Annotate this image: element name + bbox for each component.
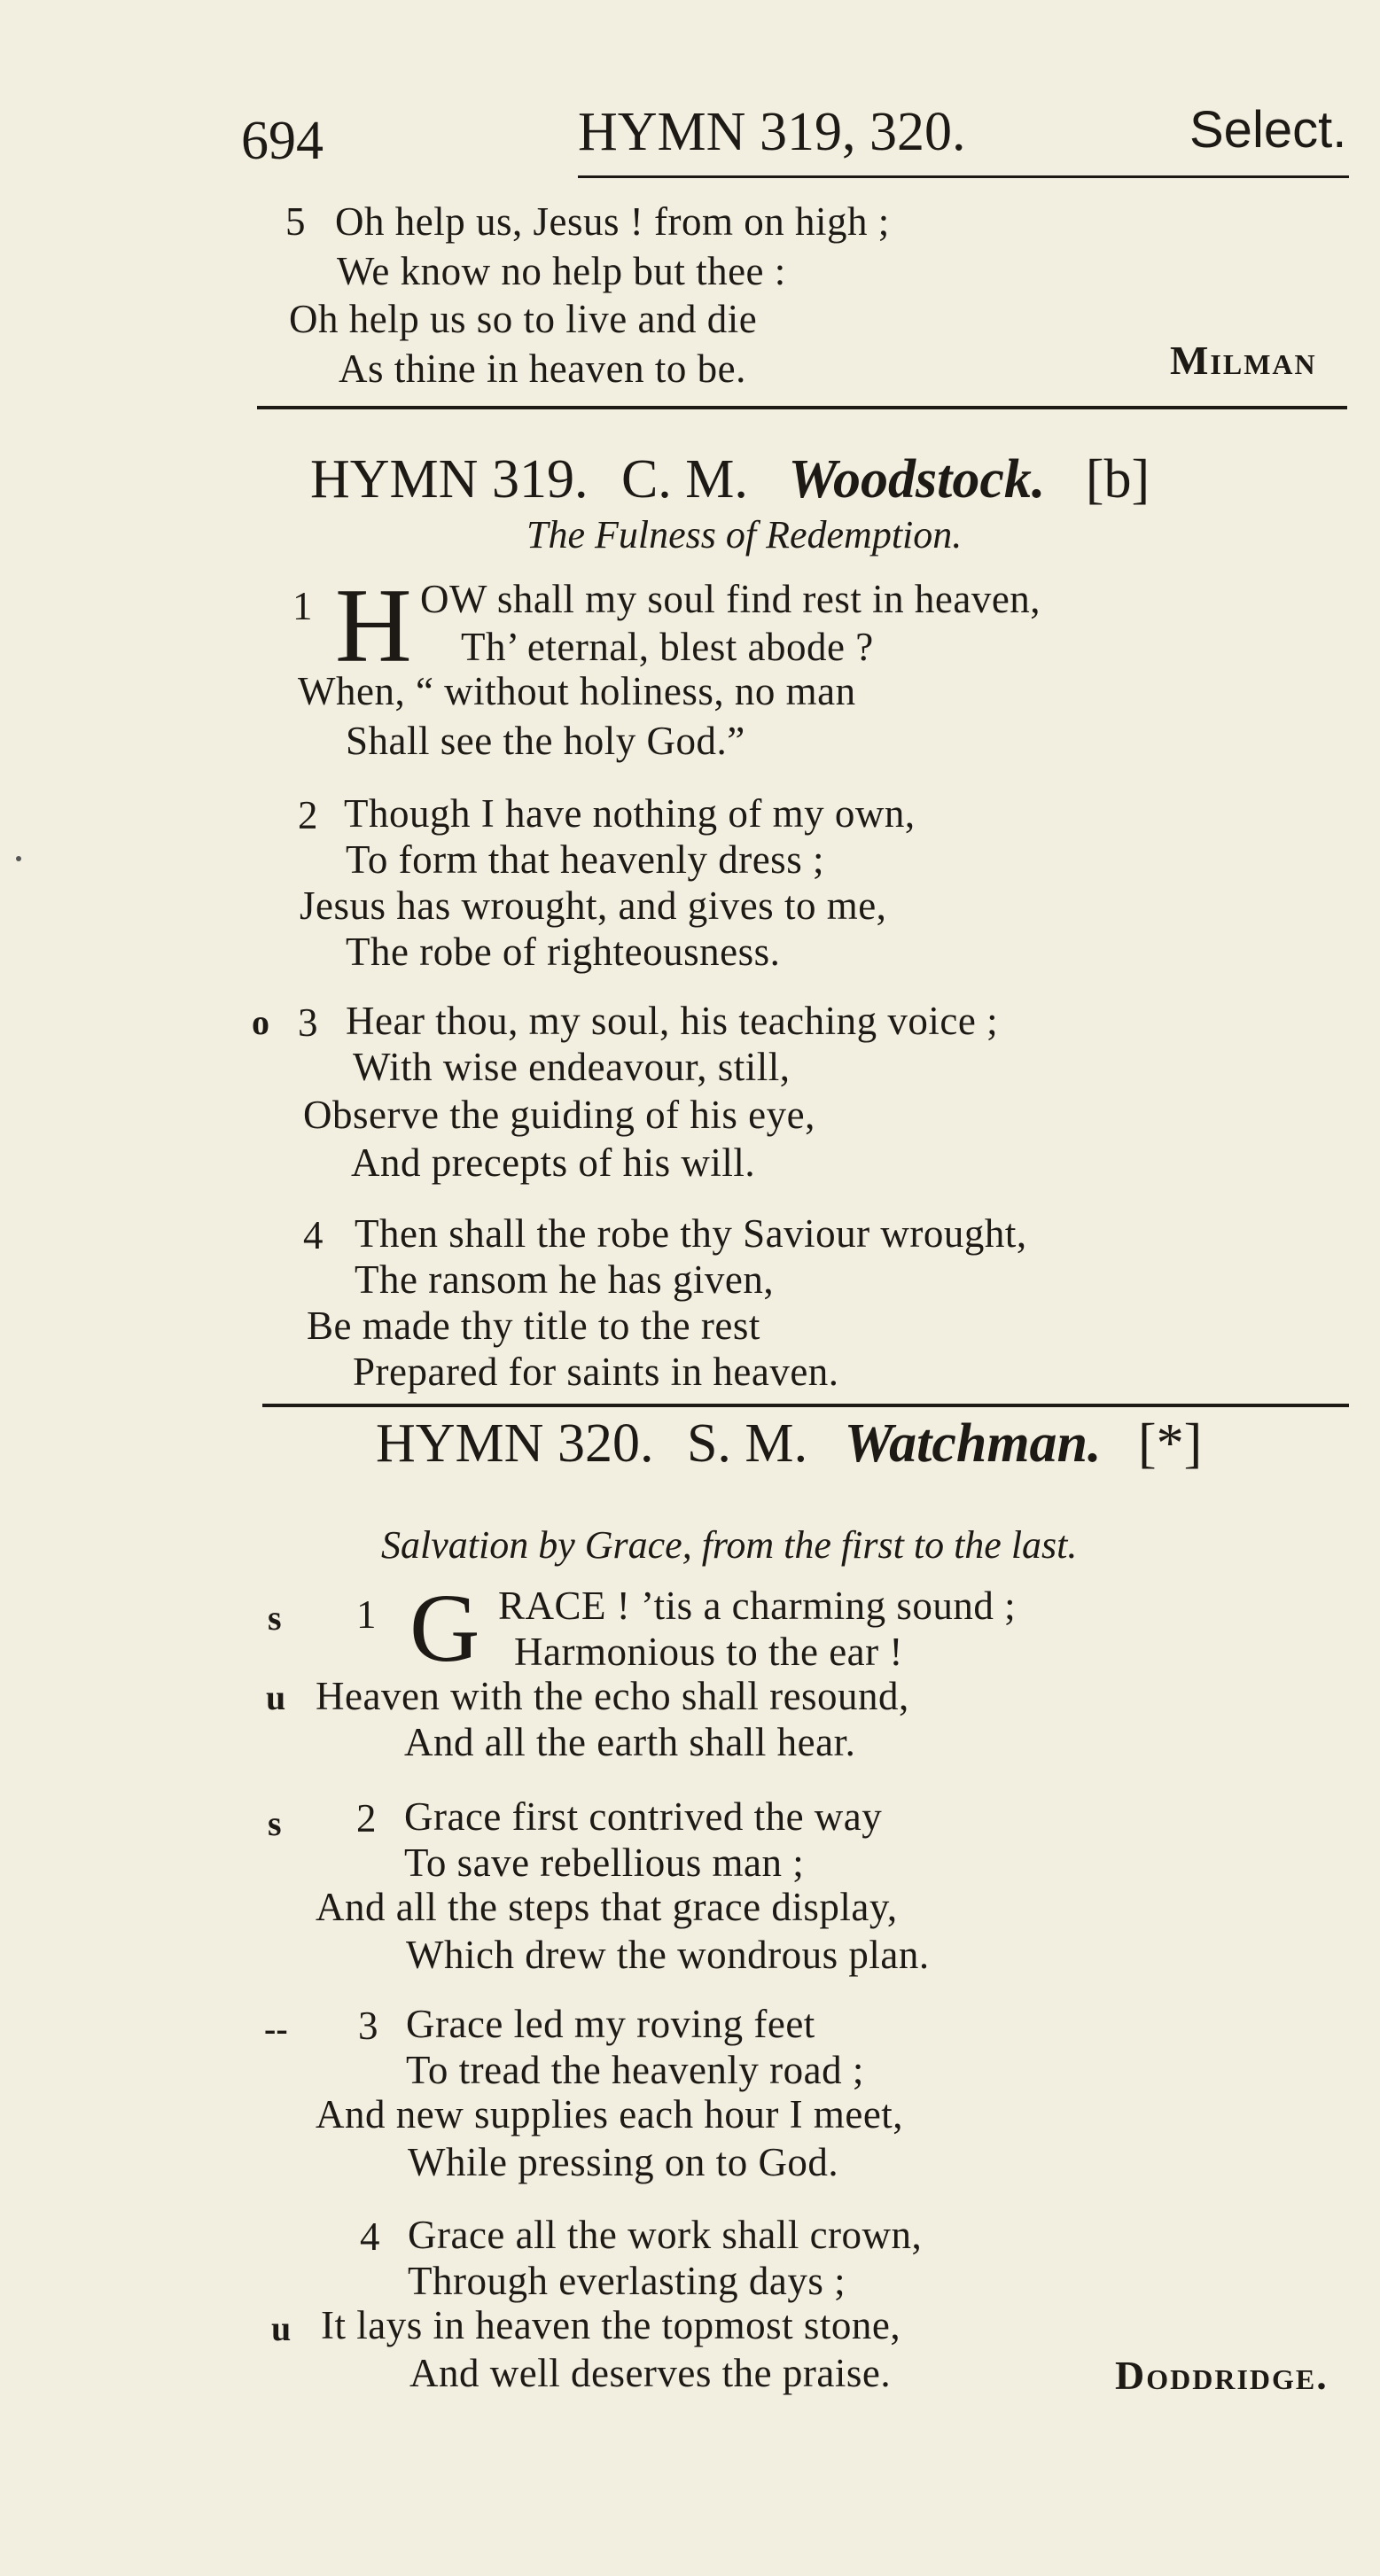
dynamics-mark: u	[271, 2308, 292, 2348]
verse-line: Shall see the holy God.”	[346, 719, 745, 763]
verse-line: OW shall my soul find rest in heaven,	[420, 577, 1041, 621]
verse-line: Which drew the wondrous plan.	[406, 1933, 930, 1977]
hymn-label: HYMN 320.	[376, 1413, 654, 1474]
verse-line: Grace all the work shall crown,	[408, 2213, 923, 2257]
stanza-number: 2	[356, 1796, 377, 1841]
verse-line: And new supplies each hour I meet,	[316, 2092, 904, 2136]
verse-line: The robe of righteousness.	[346, 930, 781, 974]
page-number: 694	[241, 111, 324, 171]
verse-line: To save rebellious man ;	[404, 1841, 805, 1885]
running-title: HYMN 319, 320.	[578, 102, 966, 162]
verse-line: Oh help us, Jesus ! from on high ;	[335, 199, 890, 244]
hymn-319-subtitle: The Fulness of Redemption.	[526, 513, 963, 556]
stanza-number: 3	[358, 2004, 378, 2048]
header-rule	[578, 175, 1349, 178]
verse-line: Prepared for saints in heaven.	[353, 1350, 839, 1394]
stanza-number: 4	[360, 2214, 380, 2259]
hymn-meter: C. M.	[620, 449, 748, 510]
hymn-tune: Watchman.	[844, 1413, 1102, 1474]
verse-line: Observe the guiding of his eye,	[303, 1093, 815, 1137]
verse-line: Heaven with the echo shall resound,	[316, 1674, 909, 1718]
verse-line: To tread the heavenly road ;	[406, 2048, 864, 2092]
section-label: Select.	[1189, 101, 1347, 159]
verse-line: And all the earth shall hear.	[404, 1720, 856, 1764]
dynamics-mark: s	[268, 1598, 282, 1638]
verse-line: With wise endeavour, still,	[353, 1045, 791, 1089]
hymn-tune: Woodstock.	[788, 449, 1046, 510]
drop-cap: G	[409, 1574, 480, 1682]
verse-line: Then shall the robe thy Saviour wrought,	[355, 1211, 1027, 1256]
verse-line: Hear thou, my soul, his teaching voice ;	[346, 999, 999, 1043]
verse-line: Th’ eternal, blest abode ?	[461, 625, 874, 669]
verse-line: We know no help but thee :	[337, 249, 786, 293]
drop-cap: H	[335, 566, 412, 684]
section-divider	[257, 406, 1347, 409]
verse-line: Through everlasting days ;	[408, 2259, 846, 2303]
verse-line: Oh help us so to live and die	[289, 297, 758, 341]
verse-line: Grace led my roving feet	[406, 2002, 815, 2046]
stanza-number: 5	[285, 199, 306, 244]
hymn-319-title	[310, 449, 1150, 510]
verse-line: Grace first contrived the way	[404, 1794, 883, 1839]
verse-line: Be made thy title to the rest	[307, 1304, 760, 1348]
verse-line: As thine in heaven to be.	[339, 346, 746, 391]
section-divider	[262, 1404, 1349, 1407]
verse-line: And precepts of his will.	[351, 1140, 756, 1185]
stanza-number: 4	[303, 1213, 324, 1257]
verse-line: To form that heavenly dress ;	[346, 837, 824, 882]
verse-line: Jesus has wrought, and gives to me,	[300, 883, 887, 928]
stanza-number: 1	[292, 584, 313, 628]
hymn-320-title	[376, 1413, 1203, 1474]
stanza-number: 2	[298, 793, 318, 837]
verse-line: RACE ! ’tis a charming sound ;	[498, 1584, 1017, 1628]
verse-line: The ransom he has given,	[355, 1257, 775, 1302]
dynamics-mark: s	[268, 1803, 282, 1843]
hymn-label: HYMN 319.	[310, 449, 589, 510]
verse-line: Though I have nothing of my own,	[344, 791, 916, 836]
stanza-number: 1	[356, 1592, 377, 1637]
verse-line: And all the steps that grace display,	[316, 1885, 898, 1929]
stanza-number: 3	[298, 1000, 318, 1045]
hymn-320-subtitle: Salvation by Grace, from the first to the last.	[381, 1523, 1078, 1567]
hymn-tag: [*]	[1138, 1413, 1203, 1474]
verse-line: When, “ without holiness, no man	[298, 669, 856, 713]
dynamics-mark: --	[264, 2009, 288, 2049]
dynamics-mark: o	[252, 1002, 269, 1042]
verse-line: And well deserves the praise.	[409, 2351, 892, 2395]
dynamics-mark: u	[266, 1677, 286, 1717]
verse-line: While pressing on to God.	[408, 2140, 839, 2184]
author-attribution: Milman	[1170, 338, 1317, 383]
hymn-meter: S. M.	[686, 1413, 808, 1474]
verse-line: It lays in heaven the topmost stone,	[321, 2303, 901, 2347]
hymn-tag: [b]	[1085, 449, 1150, 510]
author-attribution: Doddridge.	[1115, 2353, 1329, 2398]
verse-line: Harmonious to the ear !	[514, 1630, 903, 1674]
